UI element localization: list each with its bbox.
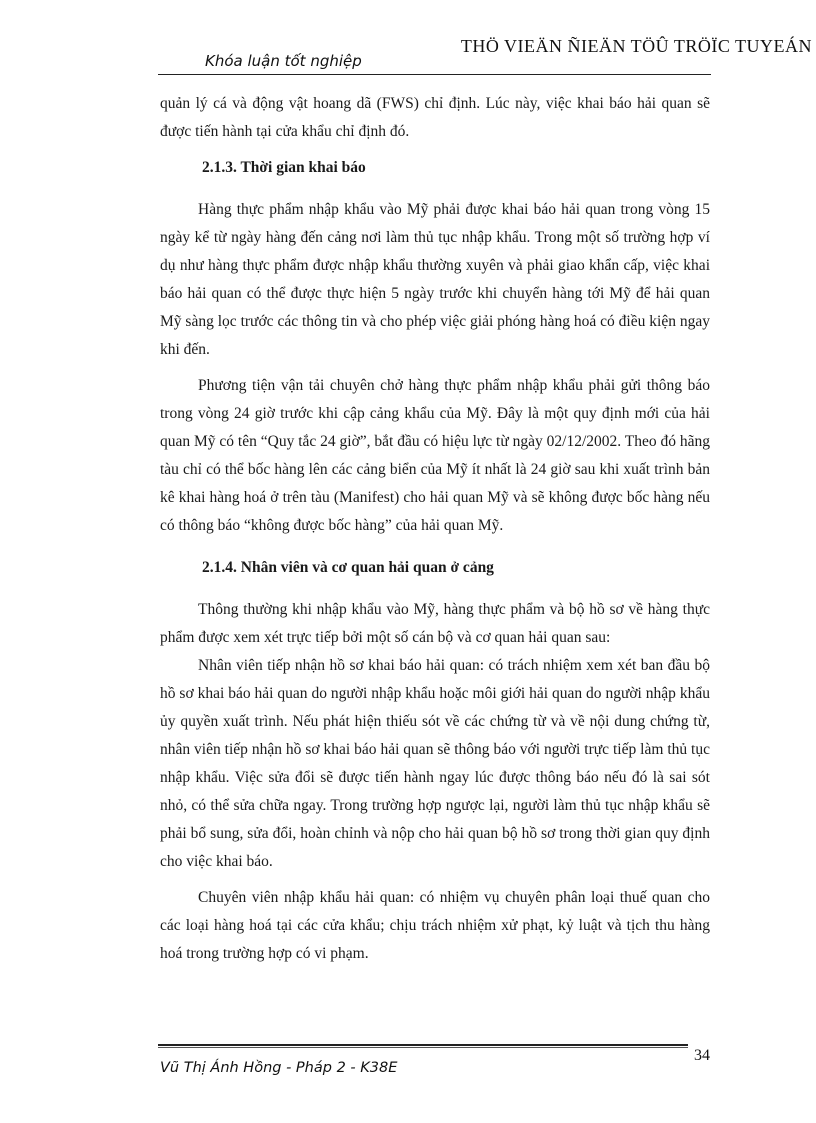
- section-heading: 2.1.3. Thời gian khai báo: [202, 159, 366, 176]
- paragraph: Thông thường khi nhập khẩu vào Mỹ, hàng thực phẩm và bộ hồ sơ về hàng thực phẩm được xem xét trực tiếp bởi một số cán bộ và cơ quan hải quan sau:: [160, 601, 710, 646]
- footer-author: Vũ Thị Ánh Hồng - Pháp 2 - K38E: [160, 1060, 398, 1076]
- paragraph: Hàng thực phẩm nhập khẩu vào Mỹ phải được khai báo hải quan trong vòng 15 ngày kể từ ngày hàng đến cảng nơi làm thủ tục nhập khẩu. Trong một số trường hợp ví dụ như hàng thực phẩm được nhập khẩu thường xuyên và phải giao khẩn cấp, việc khai báo hải quan có thể được thực hiện 5 ngày trước khi chuyển hàng tới Mỹ để hải quan Mỹ sàng lọc trước các thông tin và cho phép việc giải phóng hàng hoá có điều kiện ngay khi đến.: [160, 201, 710, 358]
- footer-divider: [158, 1044, 688, 1046]
- header-thesis-label: Khóa luận tốt nghiệp: [205, 52, 362, 70]
- paragraph: Phương tiện vận tải chuyên chở hàng thực phẩm nhập khẩu phải gửi thông báo trong vòng 24 giờ trước khi cập cảng khẩu của Mỹ. Đây là một quy định mới của hải quan Mỹ có tên “Quy tắc 24 giờ”, bắt đầu có hiệu lực từ ngày 02/12/2002. Theo đó hãng tàu chỉ có thể bốc hàng lên các cảng biển của Mỹ ít nhất là 24 giờ sau khi xuất trình bản kê khai hàng hoá ở trên tàu (Manifest) cho hải quan Mỹ và sẽ không được bốc hàng nếu có thông báo “không được bốc hàng” của hải quan Mỹ.: [160, 377, 710, 534]
- paragraph: Nhân viên tiếp nhận hồ sơ khai báo hải quan: có trách nhiệm xem xét ban đầu bộ hồ sơ khai báo hải quan do người nhập khẩu hoặc môi giới hải quan do người nhập khẩu ủy quyền xuất trình. Nếu phát hiện thiếu sót về các chứng từ và về nội dung chứng từ, nhân viên tiếp nhận hồ sơ khai báo hải quan sẽ thông báo với người trực tiếp làm thủ tục nhập khẩu. Việc sửa đổi sẽ được tiến hành ngay lúc được thông báo nếu đó là sai sót nhỏ, có thể sửa chữa ngay. Trong trường hợp ngược lại, người làm thủ tục nhập khẩu sẽ phải bổ sung, sửa đổi, hoàn chỉnh và nộp cho hải quan bộ hồ sơ trong thời gian quy định cho việc khai báo.: [160, 657, 710, 870]
- section-heading: 2.1.4. Nhân viên và cơ quan hải quan ở cảng: [202, 559, 494, 576]
- paragraph: quản lý cá và động vật hoang dã (FWS) chỉ định. Lúc này, việc khai báo hải quan sẽ được tiến hành tại cửa khẩu chỉ định đó.: [160, 95, 710, 140]
- paragraph: Chuyên viên nhập khẩu hải quan: có nhiệm vụ chuyên phân loại thuế quan cho các loại hàng hoá tại các cửa khẩu; chịu trách nhiệm xử phạt, kỷ luật và tịch thu hàng hoá trong trường hợp có vi phạm.: [160, 889, 710, 962]
- page-body: [160, 90, 710, 968]
- header-library-title: THÖ VIEÄN ÑIEÄN TÖÛ TRÖÏC TUYEÁN: [460, 36, 812, 56]
- footer-divider-thin: [158, 1047, 688, 1048]
- header-divider: [158, 74, 711, 75]
- page-number: 34: [694, 1047, 710, 1064]
